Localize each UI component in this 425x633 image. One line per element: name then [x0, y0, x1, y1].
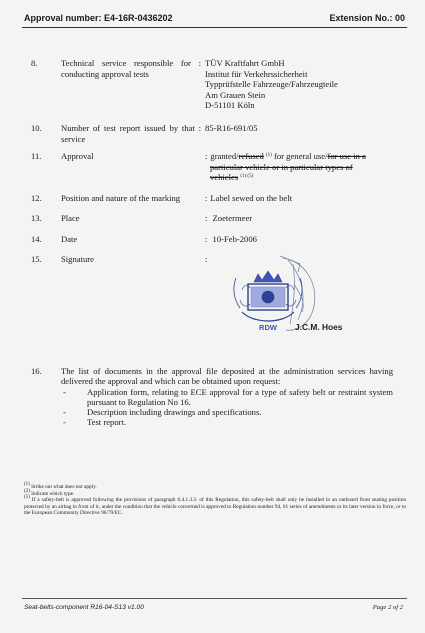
footer-divider: [22, 598, 407, 599]
item-10-number: 10.: [31, 123, 42, 133]
signer-name: J.C.M. Hoes: [295, 322, 343, 332]
footnote-5: [24, 497, 406, 517]
approval-number: Approval number: E4-16R-0436202: [24, 13, 173, 23]
page-number: Page 2 of 2: [372, 604, 403, 611]
footnote-marker-1: (1): [24, 482, 30, 487]
item-13-label: Place: [61, 213, 80, 223]
item-8-label-line2: conducting approval tests: [61, 68, 149, 79]
item-13-value: : Zoetermeer: [205, 213, 253, 223]
approval-struck-text-2: particular vehicle or in particular types of: [210, 161, 353, 172]
item-13-value-text: Zoetermeer: [212, 213, 253, 223]
header-divider: [22, 27, 407, 28]
extension-number: Extension No.: 00: [329, 13, 405, 23]
item-8-value: [205, 58, 405, 111]
item-10-label: [61, 123, 201, 144]
item-11-label: Approval: [61, 151, 94, 161]
footnote-ref-1-5: (1) (5): [240, 174, 254, 179]
item-8-value-line: Am Grauen Stein: [205, 89, 266, 100]
seal-text: RDW: [259, 323, 277, 332]
item-8-label: [61, 58, 201, 79]
item-11-value: : granted/refused $^{(1)}$ for general use/for use in a particular vehicle or in particular types of vehicles $^{(1) (5)}$: [205, 151, 366, 182]
document-list: [61, 387, 393, 428]
approval-struck-text-3: vehicles: [210, 172, 239, 182]
list-item: - Application form, relating to ECE approval for a type of safety belt or restraint system pursuant to Regulation No 16.: [61, 387, 393, 408]
footnote-2-text: Indicate which type.: [31, 490, 75, 497]
item-15-label: Signature: [61, 254, 94, 264]
item-10-value-text: 85-R16-691/05: [205, 123, 258, 133]
item-8-value-line: Typprüfstelle Fahrzeuge/Fahrzeugteile: [205, 79, 338, 89]
item-11-number: 11.: [31, 151, 42, 161]
item-12-label: Position and nature of the marking: [61, 193, 181, 203]
item-10-value: [205, 123, 405, 134]
list-item: - Test report.: [61, 417, 393, 427]
approval-granted: granted/: [210, 151, 239, 161]
item-12-value: : Label sewed on the belt: [205, 193, 293, 203]
footnotes: [24, 484, 406, 517]
footnote-marker-5: (5): [24, 495, 30, 501]
footer-document-id: Seat-belts-component R16-04-S13 v1.00: [24, 604, 144, 611]
list-item: - Description including drawings and specifications.: [61, 407, 393, 417]
footnote-1: [24, 484, 406, 491]
item-16-number: 16.: [31, 366, 42, 376]
item-10-label-line2: service: [61, 133, 86, 144]
item-10-label-line1: Number of test report issued by that :: [61, 123, 201, 133]
item-14-value-text: 10-Feb-2006: [212, 234, 257, 244]
item-14-value: : 10-Feb-2006: [205, 234, 257, 244]
approval-general-use: for general use/: [271, 151, 328, 161]
item-12-number: 12.: [31, 193, 42, 203]
seal-emblem: [234, 271, 302, 321]
item-15-value: :: [205, 254, 208, 264]
item-15-number: 15.: [31, 254, 42, 264]
item-13-number: 13.: [31, 213, 42, 223]
item-8-label-line1: Technical service responsible for :: [61, 58, 201, 68]
item-8-value-line: TÜV Kraftfahrt GmbH: [205, 58, 285, 68]
item-12-value-text: Label sewed on the belt: [210, 193, 293, 203]
item-8-value-line: Institut für Verkehrssicherheit: [205, 68, 308, 79]
item-8-number: 8.: [31, 58, 38, 68]
footnote-1-text: Strike out what does not apply.: [31, 484, 97, 490]
item-14-number: 14.: [31, 234, 42, 244]
footnote-marker-2: (2): [24, 488, 30, 494]
approval-refused-struck: refused: [238, 151, 264, 161]
item-16-intro: The list of documents in the approval file deposited at the administration services having delivered the approval and which can be obtained upon request:: [61, 366, 393, 387]
item-14-label: Date: [61, 234, 78, 244]
footnote-ref-1: (1): [266, 153, 272, 158]
item-16-body: [61, 366, 393, 428]
item-8-value-line: D-51101 Köln: [205, 100, 255, 110]
approval-struck-text-1: for use in a: [327, 151, 366, 161]
footnote-5-text: If a safety-belt is approved following the provisions of paragraph 6.4.1.3.3. of this Regulation, this safety-belt shall only be installed in an outboard front seating position protected by an airbag in front of it, under the condition that the vehicle concerned is approved to Regulation number 94, 01 series of amendments or its later version in force, or to the European Community Directive 96/79/EC.: [24, 497, 406, 517]
